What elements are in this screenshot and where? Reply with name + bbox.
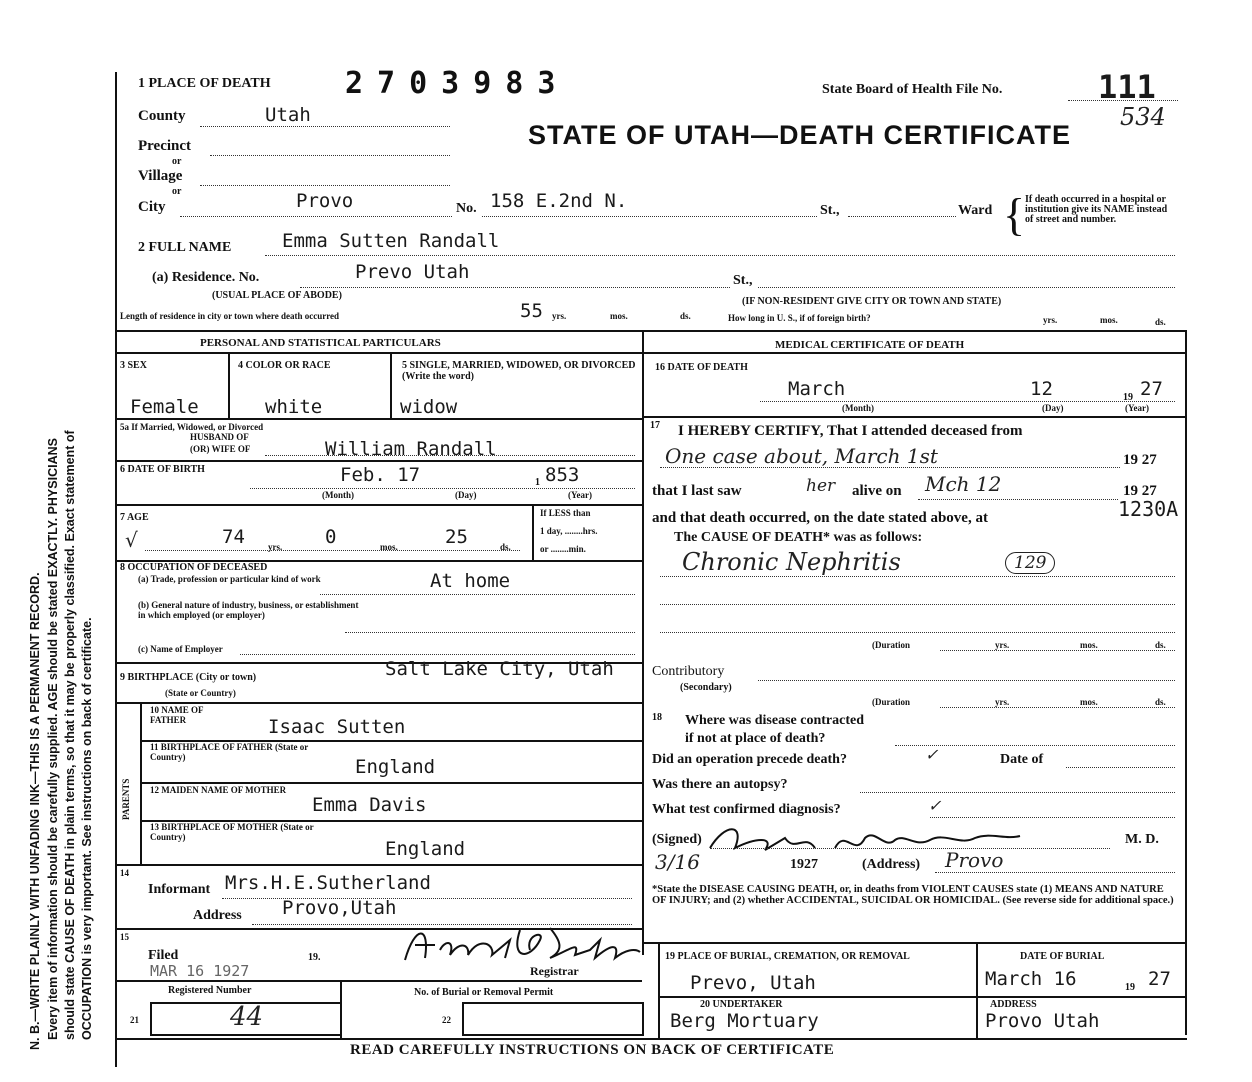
age-label: 7 AGE (120, 512, 149, 523)
length-yrs: yrs. (552, 311, 567, 321)
registrar-signature (400, 920, 645, 970)
precinct-label: Precinct (138, 138, 192, 154)
burial-place-value: Prevo, Utah (690, 972, 816, 994)
date-of-death-label: 16 DATE OF DEATH (655, 362, 748, 373)
duration-yrs-2: yrs. (995, 697, 1010, 707)
father-name-label: 10 NAME OF FATHER (150, 705, 204, 725)
informant-address-label: Address (193, 908, 242, 923)
cause-of-death-value: Chronic Nephritis (682, 548, 901, 576)
attended-from: One case about, March 1st (665, 444, 938, 468)
certify-text: I HEREBY CERTIFY, That I attended deceased from (678, 423, 1023, 439)
less-than-b: 1 day, ........hrs. (540, 526, 598, 536)
color-label: 4 COLOR OR RACE (238, 360, 331, 371)
signed-address-label: (Address) (862, 857, 921, 872)
residence-street-label: St., (733, 273, 753, 288)
street-no-label: No. (456, 201, 477, 216)
age-months: 0 (325, 526, 337, 548)
form-right-border (1185, 330, 1187, 1035)
duration-label-2: (Duration (872, 697, 910, 707)
md-label: M. D. (1125, 832, 1159, 847)
hospital-note: If death occurred in a hospital or institution give its NAME instead of street and number. (1025, 194, 1168, 225)
duration-label-1: (Duration (872, 640, 910, 650)
occupation-value: At home (430, 570, 511, 592)
marital-status-value: widow (400, 396, 458, 418)
file-no-handwritten: 534 (1120, 103, 1166, 131)
foreign-mos: mos. (1100, 315, 1118, 325)
duration-yrs-1: yrs. (995, 640, 1010, 650)
q18-label-b: if not at place of death? (685, 731, 826, 746)
full-name-label: 2 FULL NAME (138, 240, 232, 255)
dob-year: 853 (545, 464, 580, 486)
last-saw-year: 19 27 (1123, 483, 1157, 499)
occupation-b: (b) General nature of industry, business, or establishment in which employed (or employer) (138, 600, 359, 620)
burial-place-label: 19 PLACE OF BURIAL, CREMATION, OR REMOVAL (665, 951, 910, 962)
item-22: 22 (442, 1015, 451, 1025)
foreign-yrs: yrs. (1043, 315, 1058, 325)
birthplace-label: 9 BIRTHPLACE (City or town) (120, 672, 257, 683)
full-name-value: Emma Sutten Randall (282, 230, 500, 252)
burial-date-value: March 16 (985, 968, 1077, 990)
signed-address-value: Provo (945, 848, 1004, 872)
street-no-value: 158 E.2nd N. (490, 190, 628, 212)
burial-year: 27 (1148, 968, 1171, 990)
column-divider (642, 330, 644, 955)
attended-year: 19 27 (1123, 452, 1157, 468)
place-of-death-label: 1 PLACE OF DEATH (138, 76, 271, 91)
personal-section-title: PERSONAL AND STATISTICAL PARTICULARS (200, 337, 441, 349)
spouse-label-b: HUSBAND OF (190, 432, 249, 442)
occupation-a: (a) Trade, profession or particular kind of work (138, 574, 321, 584)
last-saw-a: that I last saw (652, 483, 742, 499)
length-of-residence-value: 55 (520, 300, 543, 322)
signed-date: 3/16 (655, 850, 700, 874)
form-left-border (115, 72, 117, 1067)
less-than-c: or ........min. (540, 544, 586, 554)
father-birthplace-label: 11 BIRTHPLACE OF FATHER (State or Country) (150, 742, 309, 762)
mother-name-value: Emma Davis (312, 794, 427, 816)
margin-instruction-line-2: Every item of information should be carefully supplied. AGE should be stated EXACTLY. PHYSICIANS (46, 438, 60, 1040)
q18-label-a: Where was disease contracted (685, 713, 864, 728)
county-value: Utah (265, 104, 311, 126)
city-value: Provo (296, 190, 354, 212)
age-mos-label: mos. (380, 542, 398, 552)
certificate-title: STATE OF UTAH—DEATH CERTIFICATE (528, 120, 1071, 150)
burial-permit-label: No. of Burial or Removal Permit (414, 987, 554, 998)
contributory-label: Contributory (652, 664, 725, 679)
undertaker-value: Berg Mortuary (670, 1010, 819, 1032)
registered-number-label: Registered Number (168, 985, 252, 996)
village-label: Village (138, 168, 183, 184)
length-of-residence-label: Length of residence in city or town where death occurred (120, 311, 340, 321)
informant-address-value: Provo,Utah (282, 897, 397, 919)
margin-instruction-line-4: OCCUPATION is very important. See instructions on back of certificate. (80, 617, 94, 1040)
registered-number-value: 44 (230, 1002, 264, 1032)
dob-day-label: (Day) (455, 490, 477, 500)
cause-of-death-label: The CAUSE OF DEATH* was as follows: (674, 530, 923, 545)
sex-label: 3 SEX (120, 360, 147, 371)
mother-name-label: 12 MAIDEN NAME OF MOTHER (150, 785, 287, 795)
death-year: 27 (1140, 378, 1163, 400)
age-yrs-label: yrs. (268, 542, 283, 552)
dob-year-prefix: 1 (535, 477, 540, 488)
ward-label: Ward (958, 203, 993, 218)
foreign-ds: ds. (1155, 317, 1166, 327)
death-month-label: (Month) (842, 403, 874, 413)
last-saw-b: alive on (852, 483, 902, 499)
burial-year-prefix: 19 (1125, 982, 1135, 993)
undertaker-label: 20 UNDERTAKER (700, 999, 783, 1010)
spouse-label-a: 5a If Married, Widowed, or Divorced (120, 422, 264, 432)
item-17: 17 (650, 420, 660, 431)
residence-label: (a) Residence. No. (152, 270, 260, 285)
operation-label: Did an operation precede death? (652, 752, 847, 767)
color-value: white (265, 396, 323, 418)
mother-birthplace-label: 13 BIRTHPLACE OF MOTHER (State or Country) (150, 822, 314, 842)
cause-footnote: *State the DISEASE CAUSING DEATH, or, in deaths from VIOLENT CAUSES state (1) MEANS AND NATURE OF INJURY; and (2) whether ACCIDENTAL, SUICIDAL OR HOMICIDAL. (See reverse side for additional space.) (652, 884, 1174, 906)
death-month: March (788, 378, 846, 400)
occurred-text: and that death occurred, on the date stated above, at (652, 510, 988, 526)
duration-ds-1: ds. (1155, 640, 1166, 650)
last-saw-pronoun: her (806, 476, 836, 496)
signed-label: (Signed) (652, 832, 702, 847)
residence-value: Prevo Utah (355, 261, 470, 283)
file-no-value: 111 (1098, 68, 1156, 106)
death-day: 12 (1030, 378, 1053, 400)
last-saw-date: Mch 12 (925, 472, 1002, 496)
margin-instruction-line-1: N. B.—WRITE PLAINLY WITH UNFADING INK—THIS IS A PERMANENT RECORD. (28, 572, 42, 1050)
filed-stamp: MAR 16 1927 (150, 962, 250, 980)
marital-status-label: 5 SINGLE, MARRIED, WIDOWED, OR DIVORCED (Write the word) (402, 360, 636, 382)
margin-instruction-line-3: should state CAUSE OF DEATH in plain terms, so that it may be properly classified. Exact statement of (63, 430, 77, 1040)
operation-date-label: Date of (1000, 752, 1044, 767)
dob-year-label: (Year) (568, 490, 592, 500)
dob-month-day: Feb. 17 (340, 464, 421, 486)
item-18: 18 (652, 712, 662, 723)
autopsy-label: Was there an autopsy? (652, 777, 788, 792)
date-of-birth-label: 6 DATE OF BIRTH (120, 464, 205, 475)
city-label: City (138, 199, 166, 215)
informant-value: Mrs.H.E.Sutherland (225, 872, 431, 894)
dob-month-label: (Month) (322, 490, 354, 500)
birthplace-value: Salt Lake City, Utah (385, 658, 614, 680)
occupation-label: 8 OCCUPATION OF DECEASED (120, 562, 268, 573)
cause-code: 129 (1005, 552, 1055, 574)
item-15: 15 (120, 932, 129, 942)
signed-year: 1927 (790, 857, 818, 872)
death-year-label: (Year) (1125, 403, 1149, 413)
informant-label: Informant (148, 882, 211, 897)
parents-side-label: PARENTS (121, 778, 131, 820)
filed-19: 19. (308, 952, 321, 963)
sex-value: Female (130, 396, 199, 418)
instructions-footer: READ CAREFULLY INSTRUCTIONS ON BACK OF CERTIFICATE (350, 1042, 835, 1058)
filed-label: Filed (148, 948, 179, 963)
spouse-label-c: (OR) WIFE OF (190, 444, 251, 454)
county-label: County (138, 108, 186, 124)
less-than-a: If LESS than (540, 508, 591, 518)
length-mos: mos. (610, 311, 628, 321)
registrar-label: Registrar (530, 964, 579, 978)
burial-date-label: DATE OF BURIAL (1020, 951, 1105, 962)
street-label: St., (820, 203, 840, 218)
secondary-label: (Secondary) (680, 682, 732, 693)
usual-abode-note: (USUAL PLACE OF ABODE) (212, 290, 342, 301)
father-name-value: Isaac Sutten (268, 716, 406, 738)
test-label: What test confirmed diagnosis? (652, 802, 841, 817)
age-years: 74 (222, 526, 245, 548)
or-label-2: or (172, 186, 182, 197)
duration-mos-2: mos. (1080, 697, 1098, 707)
death-day-label: (Day) (1042, 403, 1064, 413)
death-year-prefix: 19 (1123, 392, 1133, 403)
spouse-value: William Randall (325, 438, 497, 460)
nonresident-note: (IF NON-RESIDENT GIVE CITY OR TOWN AND STATE) (742, 296, 1002, 307)
mother-birthplace-value: England (385, 838, 466, 860)
certificate-stamp-number: 2703983 (345, 66, 570, 101)
item-21: 21 (130, 1015, 139, 1025)
file-no-label: State Board of Health File No. (822, 82, 1003, 97)
medical-section-title: MEDICAL CERTIFICATE OF DEATH (775, 339, 965, 351)
foreign-birth-label: How long in U. S., if of foreign birth? (728, 313, 871, 323)
item-14: 14 (120, 868, 129, 878)
occupation-c: (c) Name of Employer (138, 644, 223, 654)
duration-mos-1: mos. (1080, 640, 1098, 650)
age-ds-label: ds. (500, 542, 511, 552)
death-time: 1230A (1118, 497, 1179, 521)
undertaker-address-value: Provo Utah (985, 1010, 1100, 1032)
length-ds: ds. (680, 311, 691, 321)
undertaker-address-label: ADDRESS (990, 999, 1037, 1010)
or-label-1: or (172, 156, 182, 167)
age-check: √ (125, 528, 138, 552)
age-days: 25 (445, 526, 468, 548)
duration-ds-2: ds. (1155, 697, 1166, 707)
birthplace-sub: (State or Country) (165, 688, 236, 698)
father-birthplace-value: England (355, 756, 436, 778)
